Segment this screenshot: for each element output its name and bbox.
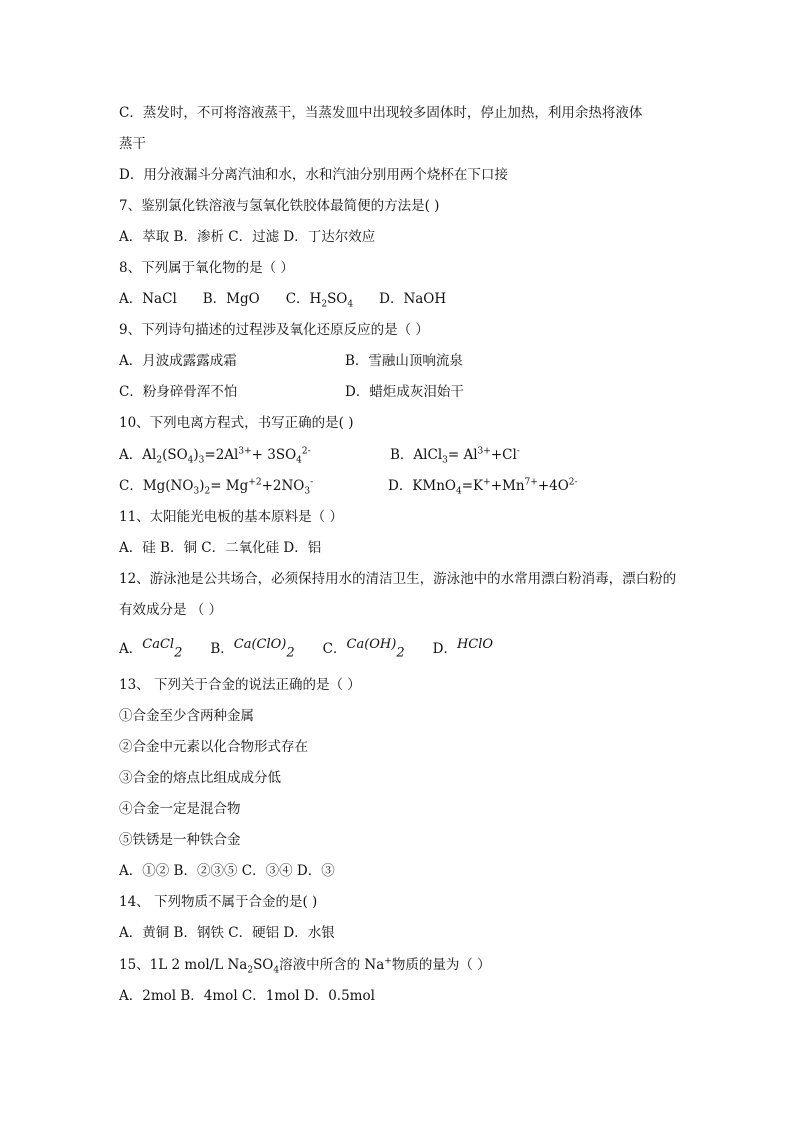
q10-option-c: C．$Mg(NO_3)_2= Mg^{+2}+2NO_3^-$ (119, 477, 314, 497)
question-14-options: A．黄铜 B．钢铁 C．硬铝 D．水银 (119, 925, 335, 941)
question-15-options: A．2mol B．4mol C．1mol D．0.5mol (119, 988, 375, 1004)
question-8: 8、下列属于氧化物的是（ ） (119, 260, 294, 276)
q8-option-c: C．$H_2SO_4$ (285, 291, 354, 310)
q10-option-d: D．$KMnO_4=K^++Mn^{7+}+4O^{2-}$ (388, 477, 578, 497)
question-7-options: A．萃取 B．渗析 C．过滤 D．丁达尔效应 (119, 229, 376, 245)
question-11: 11、太阳能光电板的基本原料是（ ） (119, 509, 343, 525)
q12-option-b: B．$Ca(ClO)_2$ (210, 637, 295, 661)
q12-option-d: D．HClO (432, 637, 494, 657)
q13-statement-4: ④合金一定是混合物 (119, 801, 241, 817)
q10-option-a: A．$Al_2(SO_4)_3=2Al^{3+}+ 3SO_4^{2-}$ (119, 446, 311, 466)
q12-option-c: C．$Ca(OH)_2$ (322, 637, 405, 661)
q9-option-b: B．雪融山顶响流泉 (345, 353, 463, 369)
q8-option-d: D．NaOH (379, 291, 447, 307)
question-11-options: A．硅 B．铜 C．二氧化硅 D．铝 (119, 540, 322, 556)
q12-option-a: A．CaCl$_2$ (119, 637, 183, 661)
q8-option-a: A．NaCl (119, 291, 177, 307)
q9-option-c: C．粉身碎骨浑不怕 (119, 384, 238, 400)
question-15: 15、1L 2 mol/L $Na_2SO_4$溶液中所含的 Na+物质的量为（ ） (119, 956, 491, 976)
option-d-separation: D．用分液漏斗分离汽油和水，水和汽油分别用两个烧杯在下口接 (119, 167, 508, 183)
q9-option-a: A．月波成露露成霜 (119, 353, 237, 369)
question-12-options (119, 637, 494, 661)
question-12-continuation: 有效成分是 （ ） (119, 602, 223, 618)
question-13: 13、 下列关于合金的说法正确的是（ ） (119, 677, 361, 693)
question-8-options (119, 290, 446, 308)
question-10: 10、下列电离方程式，书写正确的是( ) (119, 415, 354, 431)
q13-statement-5: ⑤铁锈是一种铁合金 (119, 832, 241, 848)
q9-option-d: D．蜡炬成灰泪始干 (345, 384, 464, 400)
question-7: 7、鉴别氯化铁溶液与氢氧化铁胶体最简便的方法是( ) (119, 198, 440, 214)
question-14: 14、 下列物质不属于合金的是( ) (119, 894, 318, 910)
q13-statement-1: ①合金至少含两种金属 (119, 708, 254, 724)
question-13-options: A．①② B．②③⑤ C．③④ D．③ (119, 863, 335, 879)
option-c-continuation: 蒸干 (119, 136, 146, 152)
question-12: 12、游泳池是公共场合，必须保持用水的清洁卫生，游泳池中的水常用漂白粉消毒，漂白粉的 (119, 571, 677, 587)
q13-statement-3: ③合金的熔点比组成成分低 (119, 770, 281, 786)
q13-statement-2: ②合金中元素以化合物形式存在 (119, 739, 308, 755)
question-9: 9、下列诗句描述的过程涉及氧化还原反应的是（ ） (119, 322, 429, 338)
q8-option-b: B．MgO (202, 291, 260, 307)
q10-option-b: B．AlCl$_3$= $Al^{3+}+Cl^-$ (390, 446, 520, 466)
option-c-evaporation: C．蒸发时，不可将溶液蒸干，当蒸发皿中出现较多固体时，停止加热，利用余热将液体 (119, 105, 643, 121)
